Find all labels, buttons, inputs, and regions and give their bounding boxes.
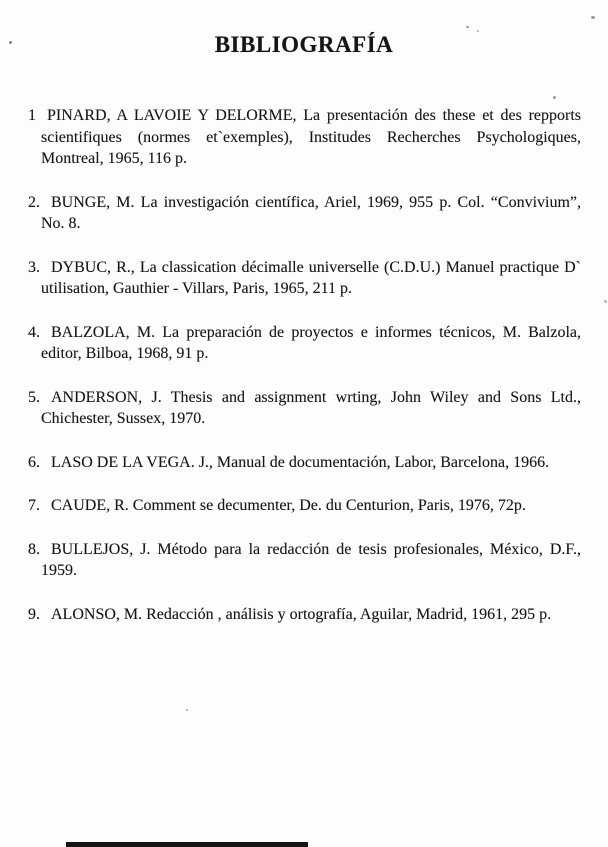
scan-speckle [591, 16, 595, 19]
entry-number: 9. [28, 605, 40, 623]
bibliography-entry [28, 539, 581, 582]
scan-artifact-bar [66, 842, 308, 847]
scan-speckle [477, 30, 479, 32]
entry-text: BUNGE, M. La investigación científica, Ariel, 1969, 955 p. Col. “Convivium”, No. 8. [41, 193, 581, 232]
scan-speckle [466, 26, 469, 28]
scan-speckle [553, 96, 556, 99]
entry-number: 8. [28, 540, 40, 558]
scan-speckle [604, 300, 607, 303]
entry-text: PINARD, A LAVOIE Y DELORME, La presentación des these et des repports scientifiques (normes et`exemples), Institudes Recherches Psychologiques, Montreal, 1965, 116 p. [41, 107, 581, 167]
bibliography-entry [28, 322, 581, 365]
entry-number: 4. [28, 323, 40, 341]
entry-number: 5. [28, 388, 40, 406]
bibliography-entry [28, 452, 581, 474]
bibliography-entry [28, 495, 581, 517]
entry-text: DYBUC, R., La classication décimalle universelle (C.D.U.) Manuel practique D` utilisation, Gauthier - Villars, Paris, 1965, 211 p. [41, 258, 581, 297]
entry-text: ANDERSON, J. Thesis and assignment wrting, John Wiley and Sons Ltd., Chichester, Sussex, 1970. [41, 388, 581, 427]
entry-text: BULLEJOS, J. Método para la redacción de tesis profesionales, México, D.F., 1959. [41, 540, 581, 579]
entry-number: 7. [28, 497, 40, 514]
entry-number: 3. [28, 258, 40, 276]
entry-number: 6. [28, 453, 40, 471]
scan-speckle [9, 41, 12, 44]
bibliography-list [28, 105, 581, 625]
bibliography-entry [28, 192, 581, 235]
entry-text: CAUDE, R. Comment se decumenter, De. du Centurion, Paris, 1976, 72p. [51, 497, 526, 514]
bibliography-entry [28, 604, 581, 626]
bibliography-entry [28, 387, 581, 430]
entry-number: 2. [28, 193, 40, 211]
bibliography-entry [28, 257, 581, 300]
entry-number: 1 [28, 107, 36, 124]
entry-text: BALZOLA, M. La preparación de proyectos e informes técnicos, M. Balzola, editor, Bilboa, 1968, 91 p. [41, 323, 581, 362]
page-title: BIBLIOGRAFÍA [214, 32, 394, 57]
bibliography-entry [28, 105, 581, 170]
entry-text: LASO DE LA VEGA. J., Manual de documentación, Labor, Barcelona, 1966. [51, 453, 550, 471]
scan-speckle [186, 709, 188, 711]
entry-text: ALONSO, M. Redacción , análisis y ortografía, Aguilar, Madrid, 1961, 295 p. [51, 605, 552, 623]
